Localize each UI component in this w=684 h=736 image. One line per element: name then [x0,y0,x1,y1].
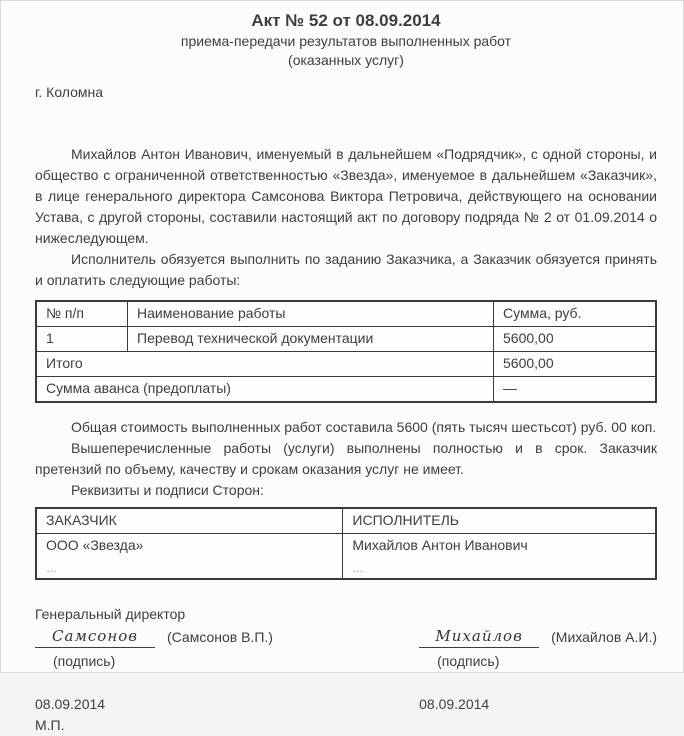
acceptance-paragraph: Вышеперечисленные работы (услуги) выполнены полностью и в срок. Заказчик претензий по объему, качеству и срокам оказания услуг не имеет. [35,440,657,477]
contractor-signature-line [419,626,539,648]
customer-cell [36,534,343,580]
signatures-section [35,604,657,736]
contractor-signature-caption: (подпись) [437,653,500,669]
total-cost-paragraph: Общая стоимость выполненных работ составила 5600 (пять тысяч шестьсот) руб. 00 коп. [71,419,657,435]
total-row [36,352,656,377]
contractor-cell [343,534,656,580]
contractor-signature-name: (Михайлов А.И.) [551,629,657,645]
parties-header-row [36,508,656,534]
document-title: Акт № 52 от 08.09.2014 [251,11,441,30]
signature-spacer [419,604,657,625]
contractor-name: Михайлов Антон Иванович [352,537,528,553]
obligation-paragraph: Исполнитель обязуется выполнить по заданию Заказчика, а Заказчик обязуется принять и оплатить следующие работы: [35,251,657,288]
work-row-sum: 5600,00 [494,327,657,352]
works-col-num-header: № п/п [36,301,128,327]
contractor-signature-script: Михайлов [435,627,523,645]
customer-signature-block [35,604,419,736]
document-subtitle: приема-передачи результатов выполненных работ [180,33,512,49]
intro-paragraph: Михайлов Антон Иванович, именуемый в дальнейшем «Подрядчик», с одной стороны, и общество с ограниченной ответственностью «Звезда», именуемое в дальнейшем «Заказчик», в лице генерального директора Самсонова Виктора Петровича, действующего на основании Устава, с другой стороны, составили настоящий акт по договору подряда № 2 от 01.09.2014 о нижеследующем. [35,146,657,246]
works-table [35,300,657,403]
works-col-name-header: Наименование работы [128,301,494,327]
contractor-header: ИСПОЛНИТЕЛЬ [343,508,656,534]
contractor-signature-row [419,626,657,648]
total-sum: 5600,00 [494,352,657,377]
advance-row [36,377,656,403]
parties-data-row [36,534,656,580]
customer-fill-dots: … [46,563,60,575]
table-row [36,327,656,352]
work-row-name: Перевод технической документации [128,327,494,352]
customer-header: ЗАКАЗЧИК [36,508,343,534]
works-table-header-row [36,301,656,327]
requisites-label: Реквизиты и подписи Сторон: [71,482,264,498]
contractor-fill-dots: … [352,563,367,575]
customer-name: ООО «Звезда» [46,537,144,553]
work-row-number: 1 [36,327,128,352]
contractor-date: 08.09.2014 [419,696,490,712]
customer-signature-script: Самсонов [52,627,138,645]
city-label: г. Коломна [35,84,104,100]
customer-signature-row [35,626,419,648]
total-label: Итого [36,352,494,377]
contractor-signature-block [419,604,657,736]
customer-signature-line [35,626,155,648]
director-title: Генеральный директор [35,606,186,622]
document-subtitle-services: (оказанных услуг) [288,52,404,68]
customer-signature-caption: (подпись) [53,653,116,669]
parties-table [35,507,657,580]
works-col-sum-header: Сумма, руб. [494,301,657,327]
stamp-label: М.П. [35,717,65,733]
customer-signature-name: (Самсонов В.П.) [167,629,273,645]
customer-date: 08.09.2014 [35,696,106,712]
advance-label: Сумма аванса (предоплаты) [36,377,494,403]
advance-sum: — [494,377,657,403]
